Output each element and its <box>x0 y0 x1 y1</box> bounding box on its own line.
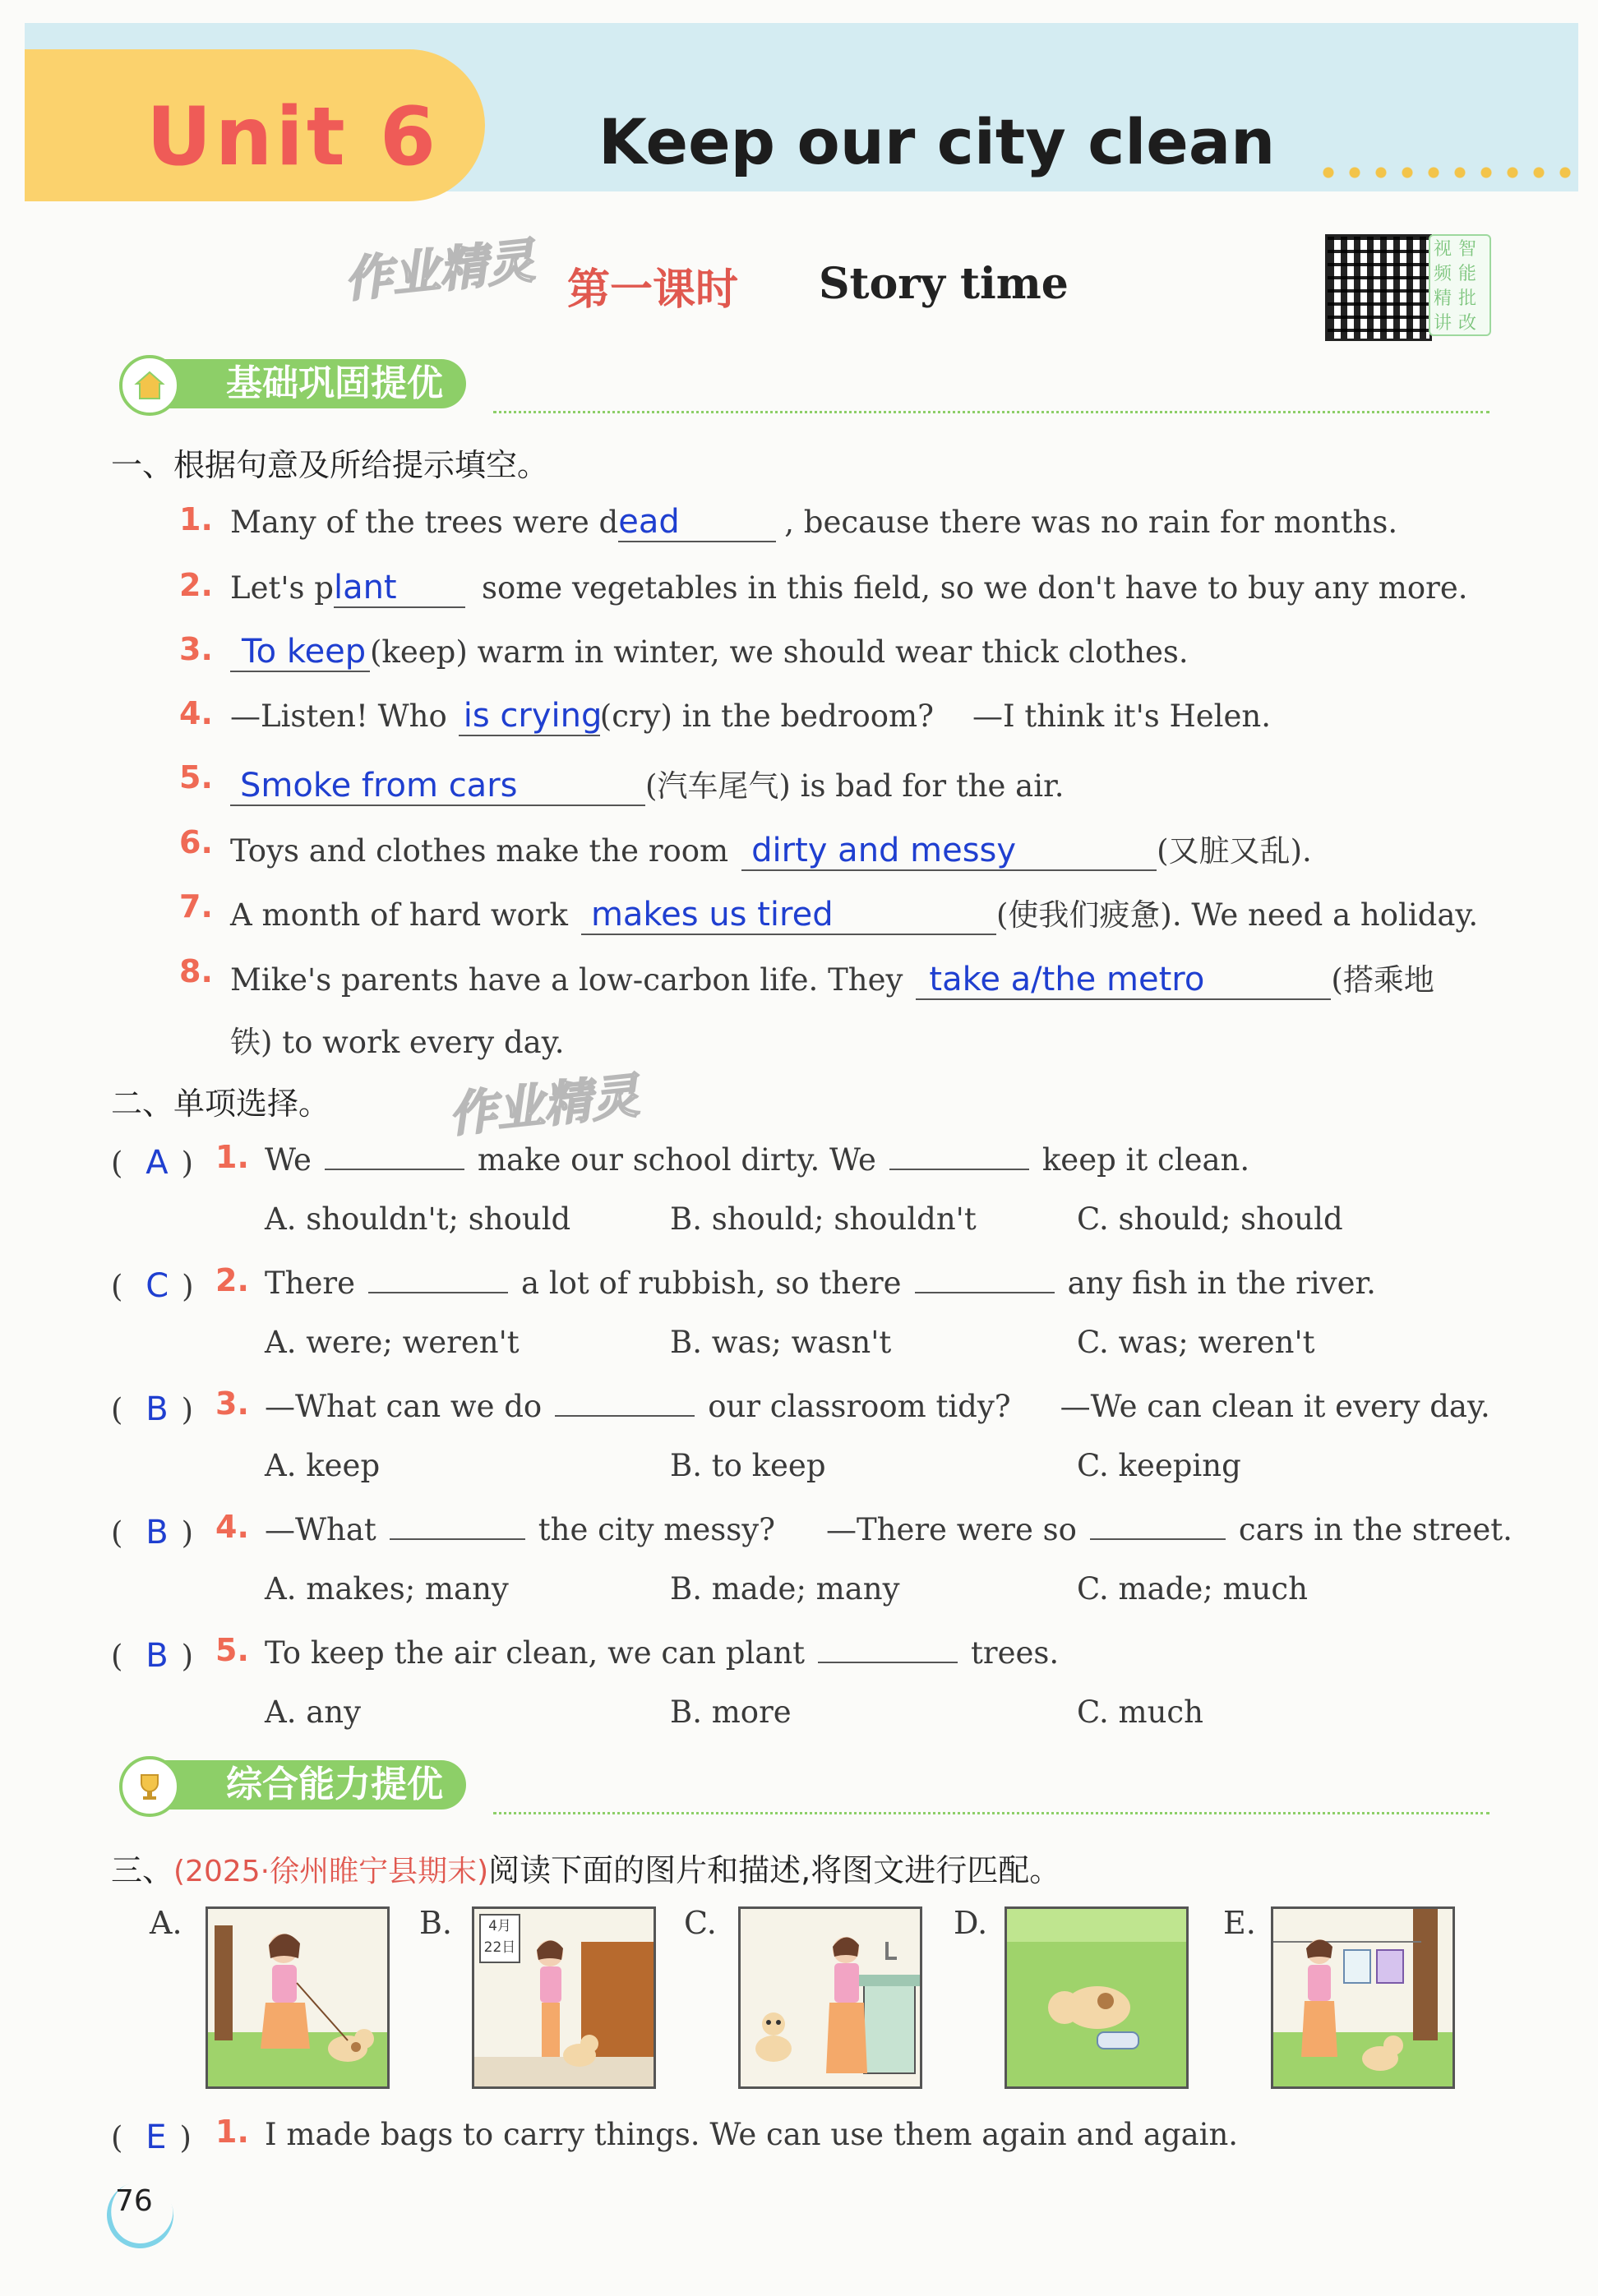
qr-side-label: 视 智 频 能 精 批 讲 改 <box>1429 234 1491 336</box>
lesson-title-en: Story time <box>819 259 1069 309</box>
mc-answer-paren[interactable]: ( B ) <box>111 1390 194 1428</box>
mc-blank <box>555 1415 695 1417</box>
fill-item-text: Many of the trees were dead , because there was no rain for months. <box>230 503 1398 541</box>
mc-stem: —What can we do our classroom tidy? —We can clean it every day. <box>265 1389 1490 1424</box>
picture-c-girl-at-sink <box>738 1906 922 2089</box>
mc-stem: We make our school dirty. We keep it clean. <box>265 1142 1250 1178</box>
fill-item: 4. <box>179 695 213 731</box>
fill-item-text: —Listen! Who is crying(cry) in the bedroom? —I think it's Helen. <box>230 697 1271 735</box>
mc-option[interactable]: C. should; should <box>1077 1201 1343 1237</box>
section-tag-basic: 基础巩固提优 <box>152 359 466 408</box>
trophy-icon <box>119 1756 180 1817</box>
mc-blank <box>818 1662 958 1663</box>
watermark: 作业精灵 <box>446 1067 642 1143</box>
fill-item: 3. <box>179 631 213 667</box>
picture-e-girl-with-bags <box>1271 1906 1455 2089</box>
fill-item-text: Mike's parents have a low-carbon life. They take a/the metro (搭乘地 <box>230 961 1434 998</box>
answer-blank[interactable]: take a/the metro <box>916 961 1331 1000</box>
mc-blank <box>325 1169 464 1170</box>
mc-option[interactable]: B. made; many <box>670 1571 900 1607</box>
match-text: I made bags to carry things. We can use them again and again. <box>265 2117 1239 2152</box>
mc-answer-paren[interactable]: ( B ) <box>111 1637 194 1675</box>
fill-item-text: A month of hard work makes us tired (使我们疲惫). We need a holiday. <box>230 896 1479 934</box>
fill-item-text: Let's plant some vegetables in this field, so we don't have to buy any more. <box>230 569 1468 606</box>
mc-number: 4. <box>215 1509 249 1545</box>
fill-item-text: To keep (keep) warm in winter, we should wear thick clothes. <box>230 633 1189 672</box>
part3-heading: 三、(2025·徐州睢宁县期末)阅读下面的图片和描述,将图文进行匹配。 <box>111 1852 1061 1888</box>
fill-item: 7. <box>179 888 213 924</box>
mc-option[interactable]: B. was; wasn't <box>670 1325 892 1360</box>
mc-number: 5. <box>215 1632 249 1668</box>
unit-label: Unit 6 <box>146 90 440 184</box>
answer-blank[interactable]: To keep <box>230 633 370 672</box>
page-number: 76 <box>115 2184 153 2218</box>
section-tag-advanced: 综合能力提优 <box>152 1760 466 1810</box>
fill-item: 2. <box>179 567 213 603</box>
fill-item: 8. <box>179 953 213 989</box>
mc-blank <box>1090 1538 1226 1540</box>
mc-stem: There a lot of rubbish, so there any fish in the river. <box>265 1266 1376 1301</box>
mc-number: 1. <box>215 1139 249 1175</box>
unit-title: Keep our city clean <box>598 105 1276 178</box>
mc-answer-paren[interactable]: ( A ) <box>111 1144 194 1182</box>
picture-label: C. <box>684 1905 717 1941</box>
section-divider <box>493 1812 1489 1814</box>
mc-blank <box>915 1292 1055 1293</box>
part1-heading: 一、根据句意及所给提示填空。 <box>111 447 549 483</box>
fill-item: 5. <box>179 759 213 795</box>
mc-option[interactable]: C. much <box>1077 1694 1203 1730</box>
mc-option[interactable]: B. should; shouldn't <box>670 1201 977 1237</box>
mc-option[interactable]: C. was; weren't <box>1077 1325 1315 1360</box>
mc-option[interactable]: A. keep <box>265 1448 381 1483</box>
fill-item: 1. <box>179 501 213 537</box>
picture-a-girl-walking-dog <box>206 1906 390 2089</box>
mc-stem: To keep the air clean, we can plant trees. <box>265 1635 1060 1671</box>
mc-answer-paren[interactable]: ( C ) <box>111 1267 194 1305</box>
answer-blank[interactable]: ead <box>618 503 776 542</box>
answer-blank[interactable]: makes us tired <box>581 896 996 935</box>
match-number: 1. <box>215 2114 249 2150</box>
fill-item-text: Toys and clothes make the room dirty and messy (又脏又乱). <box>230 832 1312 869</box>
answer-blank[interactable]: is crying <box>459 697 600 736</box>
part2-heading: 二、单项选择。 <box>111 1086 330 1122</box>
decorative-dots <box>1315 167 1578 178</box>
mc-blank <box>368 1292 508 1293</box>
match-answer-paren[interactable]: ( E ) <box>111 2118 192 2156</box>
picture-b-girl-at-door-calendar <box>472 1906 656 2089</box>
watermark: 作业精灵 <box>341 233 538 308</box>
picture-d-dog-with-bottle <box>1005 1906 1189 2089</box>
mc-option[interactable]: A. makes; many <box>265 1571 509 1607</box>
fill-item-text: Smoke from cars (汽车尾气) is bad for the air. <box>230 761 1064 806</box>
mc-option[interactable]: C. made; much <box>1077 1571 1308 1607</box>
mc-option[interactable]: A. shouldn't; should <box>265 1201 571 1237</box>
qr-code-icon[interactable] <box>1325 234 1432 341</box>
house-icon <box>119 355 180 416</box>
answer-blank[interactable]: Smoke from cars <box>230 767 645 806</box>
mc-stem: —What the city messy? —There were so cars in the street. <box>265 1512 1513 1547</box>
source-note: (2025·徐州睢宁县期末) <box>173 1855 489 1888</box>
picture-label: A. <box>150 1905 182 1941</box>
mc-blank <box>390 1538 525 1540</box>
mc-blank <box>889 1169 1029 1170</box>
mc-option[interactable]: C. keeping <box>1077 1448 1241 1483</box>
mc-number: 3. <box>215 1385 249 1422</box>
answer-blank[interactable]: dirty and messy <box>741 832 1157 871</box>
picture-label: E. <box>1223 1905 1256 1941</box>
mc-option[interactable]: A. any <box>265 1694 362 1730</box>
fill-item-continuation: 铁) to work every day. <box>230 1025 565 1060</box>
section-divider <box>493 411 1489 413</box>
mc-number: 2. <box>215 1262 249 1298</box>
calendar-icon: 4月 22日 <box>479 1914 520 1963</box>
picture-label: B. <box>419 1905 453 1941</box>
picture-label: D. <box>954 1905 988 1941</box>
answer-blank[interactable]: lant <box>334 569 465 608</box>
lesson-title-cn: 第一课时 <box>567 265 739 315</box>
fill-item: 6. <box>179 824 213 860</box>
mc-answer-paren[interactable]: ( B ) <box>111 1514 194 1551</box>
mc-option[interactable]: A. were; weren't <box>265 1325 520 1360</box>
mc-option[interactable]: B. more <box>670 1694 792 1730</box>
mc-option[interactable]: B. to keep <box>670 1448 826 1483</box>
